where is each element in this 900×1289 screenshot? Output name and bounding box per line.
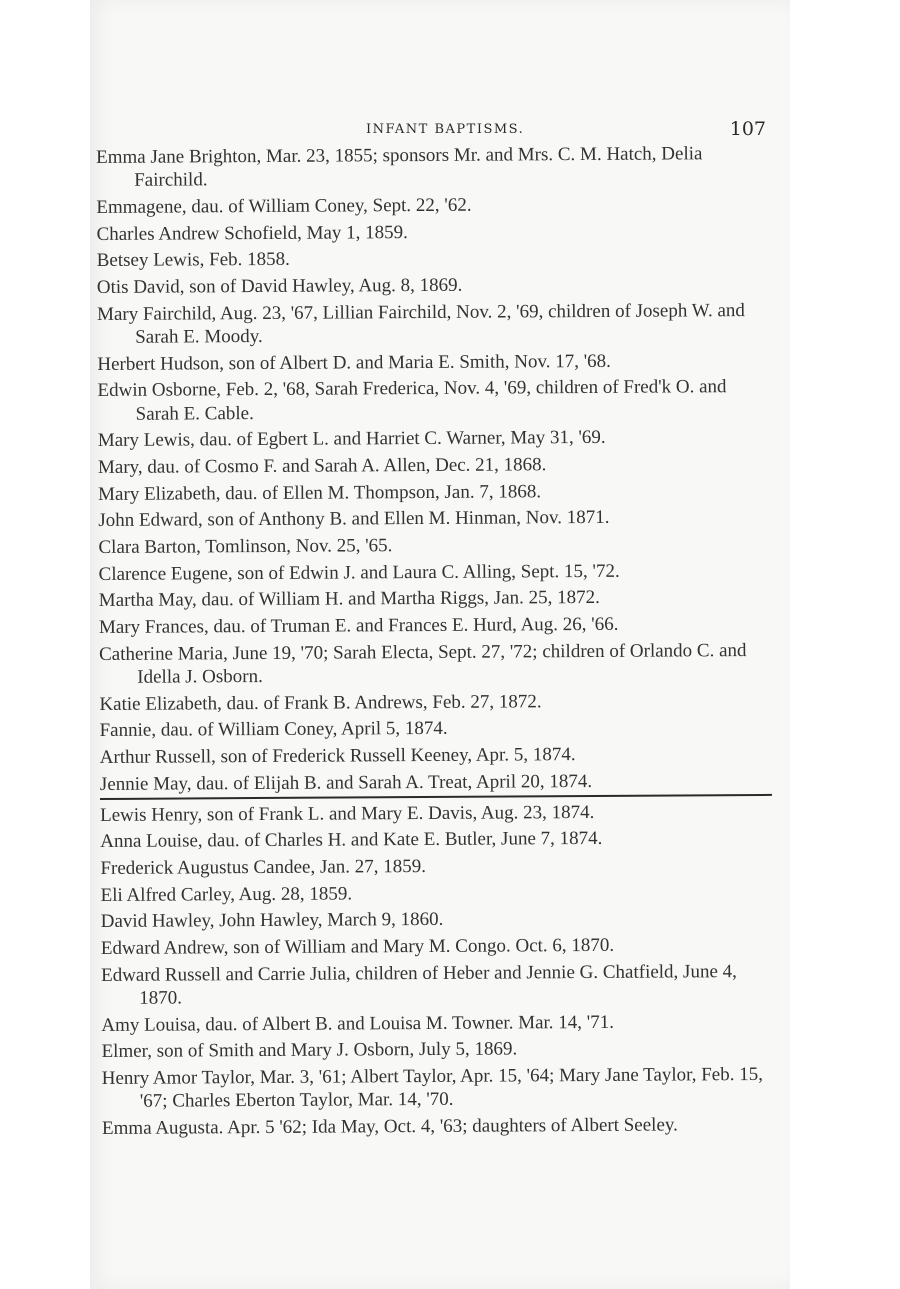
baptism-entry: Amy Louisa, dau. of Albert B. and Louisa M. Towner. Mar. 14, '71. <box>101 1011 615 1036</box>
baptism-entry: Emma Augusta. Apr. 5 '62; Ida May, Oct. 4, '63; daughters of Albert Seeley. <box>101 1114 678 1139</box>
baptism-entry: John Edward, son of Anthony B. and Ellen M. Hinman, Nov. 1871. <box>98 507 610 532</box>
page-header <box>96 118 770 142</box>
baptism-entry: Anna Louise, dau. of Charles H. and Kate E. Butler, June 7, 1874. <box>100 828 603 853</box>
baptism-entry: Mary Frances, dau. of Truman E. and Frances E. Hurd, Aug. 26, '66. <box>98 613 619 639</box>
baptism-entry: Edward Andrew, son of William and Mary M. Congo. Oct. 6, 1870. <box>100 934 615 960</box>
baptism-entries <box>96 142 774 1144</box>
baptism-entry: Otis David, son of David Hawley, Aug. 8, 1869. <box>96 274 463 299</box>
baptism-entry: Fannie, dau. of William Coney, April 5, 1874. <box>99 718 448 742</box>
baptism-entry: Lewis Henry, son of Frank L. and Mary E. Davis, Aug. 23, 1874. <box>100 801 595 826</box>
baptism-entry: Mary Lewis, dau. of Egbert L. and Harriet C. Warner, May 31, '69. <box>97 427 606 452</box>
baptism-entry: Edwin Osborne, Feb. 2, '68, Sarah Frederica, Nov. 4, '69, children of Fred'k O. and Sarah E. Cable. <box>97 376 727 425</box>
baptism-entry: Emmagene, dau. of William Coney, Sept. 22, '62. <box>96 194 472 218</box>
page-number: 107 <box>729 118 766 140</box>
baptism-entry: Frederick Augustus Candee, Jan. 27, 1859. <box>100 855 427 879</box>
baptism-entry: Elmer, son of Smith and Mary J. Osborn, July 5, 1869. <box>101 1038 518 1063</box>
baptism-entry: Jennie May, dau. of Elijah B. and Sarah A. Treat, April 20, 1874. <box>100 769 772 800</box>
baptism-entry: Emma Jane Brighton, Mar. 23, 1855; sponsors Mr. and Mrs. C. M. Hatch, Delia Fairchild. <box>96 143 703 191</box>
baptism-entry: Mary Elizabeth, dau. of Ellen M. Thompson, Jan. 7, 1868. <box>98 480 542 505</box>
baptism-entry: Mary Fairchild, Aug. 23, '67, Lillian Fairchild, Nov. 2, '69, children of Joseph W. and Sarah E. Moody. <box>96 299 745 348</box>
baptism-entry: Charles Andrew Schofield, May 1, 1859. <box>96 221 408 245</box>
baptism-entry: Katie Elizabeth, dau. of Frank B. Andrews, Feb. 27, 1872. <box>99 691 542 715</box>
baptism-entry: Herbert Hudson, son of Albert D. and Maria E. Smith, Nov. 17, '68. <box>97 350 611 375</box>
baptism-entry: David Hawley, John Hawley, March 9, 1860. <box>100 909 444 933</box>
running-title: INFANT BAPTISMS. <box>366 122 525 137</box>
baptism-entry: Edward Russell and Carrie Julia, children of Heber and Jennie G. Chatfield, June 4, 1870. <box>101 960 737 1009</box>
baptism-entry: Clara Barton, Tomlinson, Nov. 25, '65. <box>98 535 393 559</box>
baptism-entry: Catherine Maria, June 19, '70; Sarah Electa, Sept. 27, '72; children of Orlando C. and Idella J. Osborn. <box>99 639 747 688</box>
baptism-entry: Mary, dau. of Cosmo F. and Sarah A. Allen, Dec. 21, 1868. <box>97 454 547 478</box>
baptism-entry: Arthur Russell, son of Frederick Russell Keeney, Apr. 5, 1874. <box>99 744 576 769</box>
baptism-entry: Martha May, dau. of William H. and Martha Riggs, Jan. 25, 1872. <box>98 587 600 612</box>
baptism-entry: Clarence Eugene, son of Edwin J. and Laura C. Alling, Sept. 15, '72. <box>98 560 620 585</box>
baptism-entry: Henry Amor Taylor, Mar. 3, '61; Albert Taylor, Apr. 15, '64; Mary Jane Taylor, Feb. 15, '67; Charles Eberton Taylor, Mar. 14, '70. <box>101 1064 764 1113</box>
baptism-entry: Eli Alfred Carley, Aug. 28, 1859. <box>100 883 353 906</box>
baptism-entry: Betsey Lewis, Feb. 1858. <box>96 249 290 272</box>
